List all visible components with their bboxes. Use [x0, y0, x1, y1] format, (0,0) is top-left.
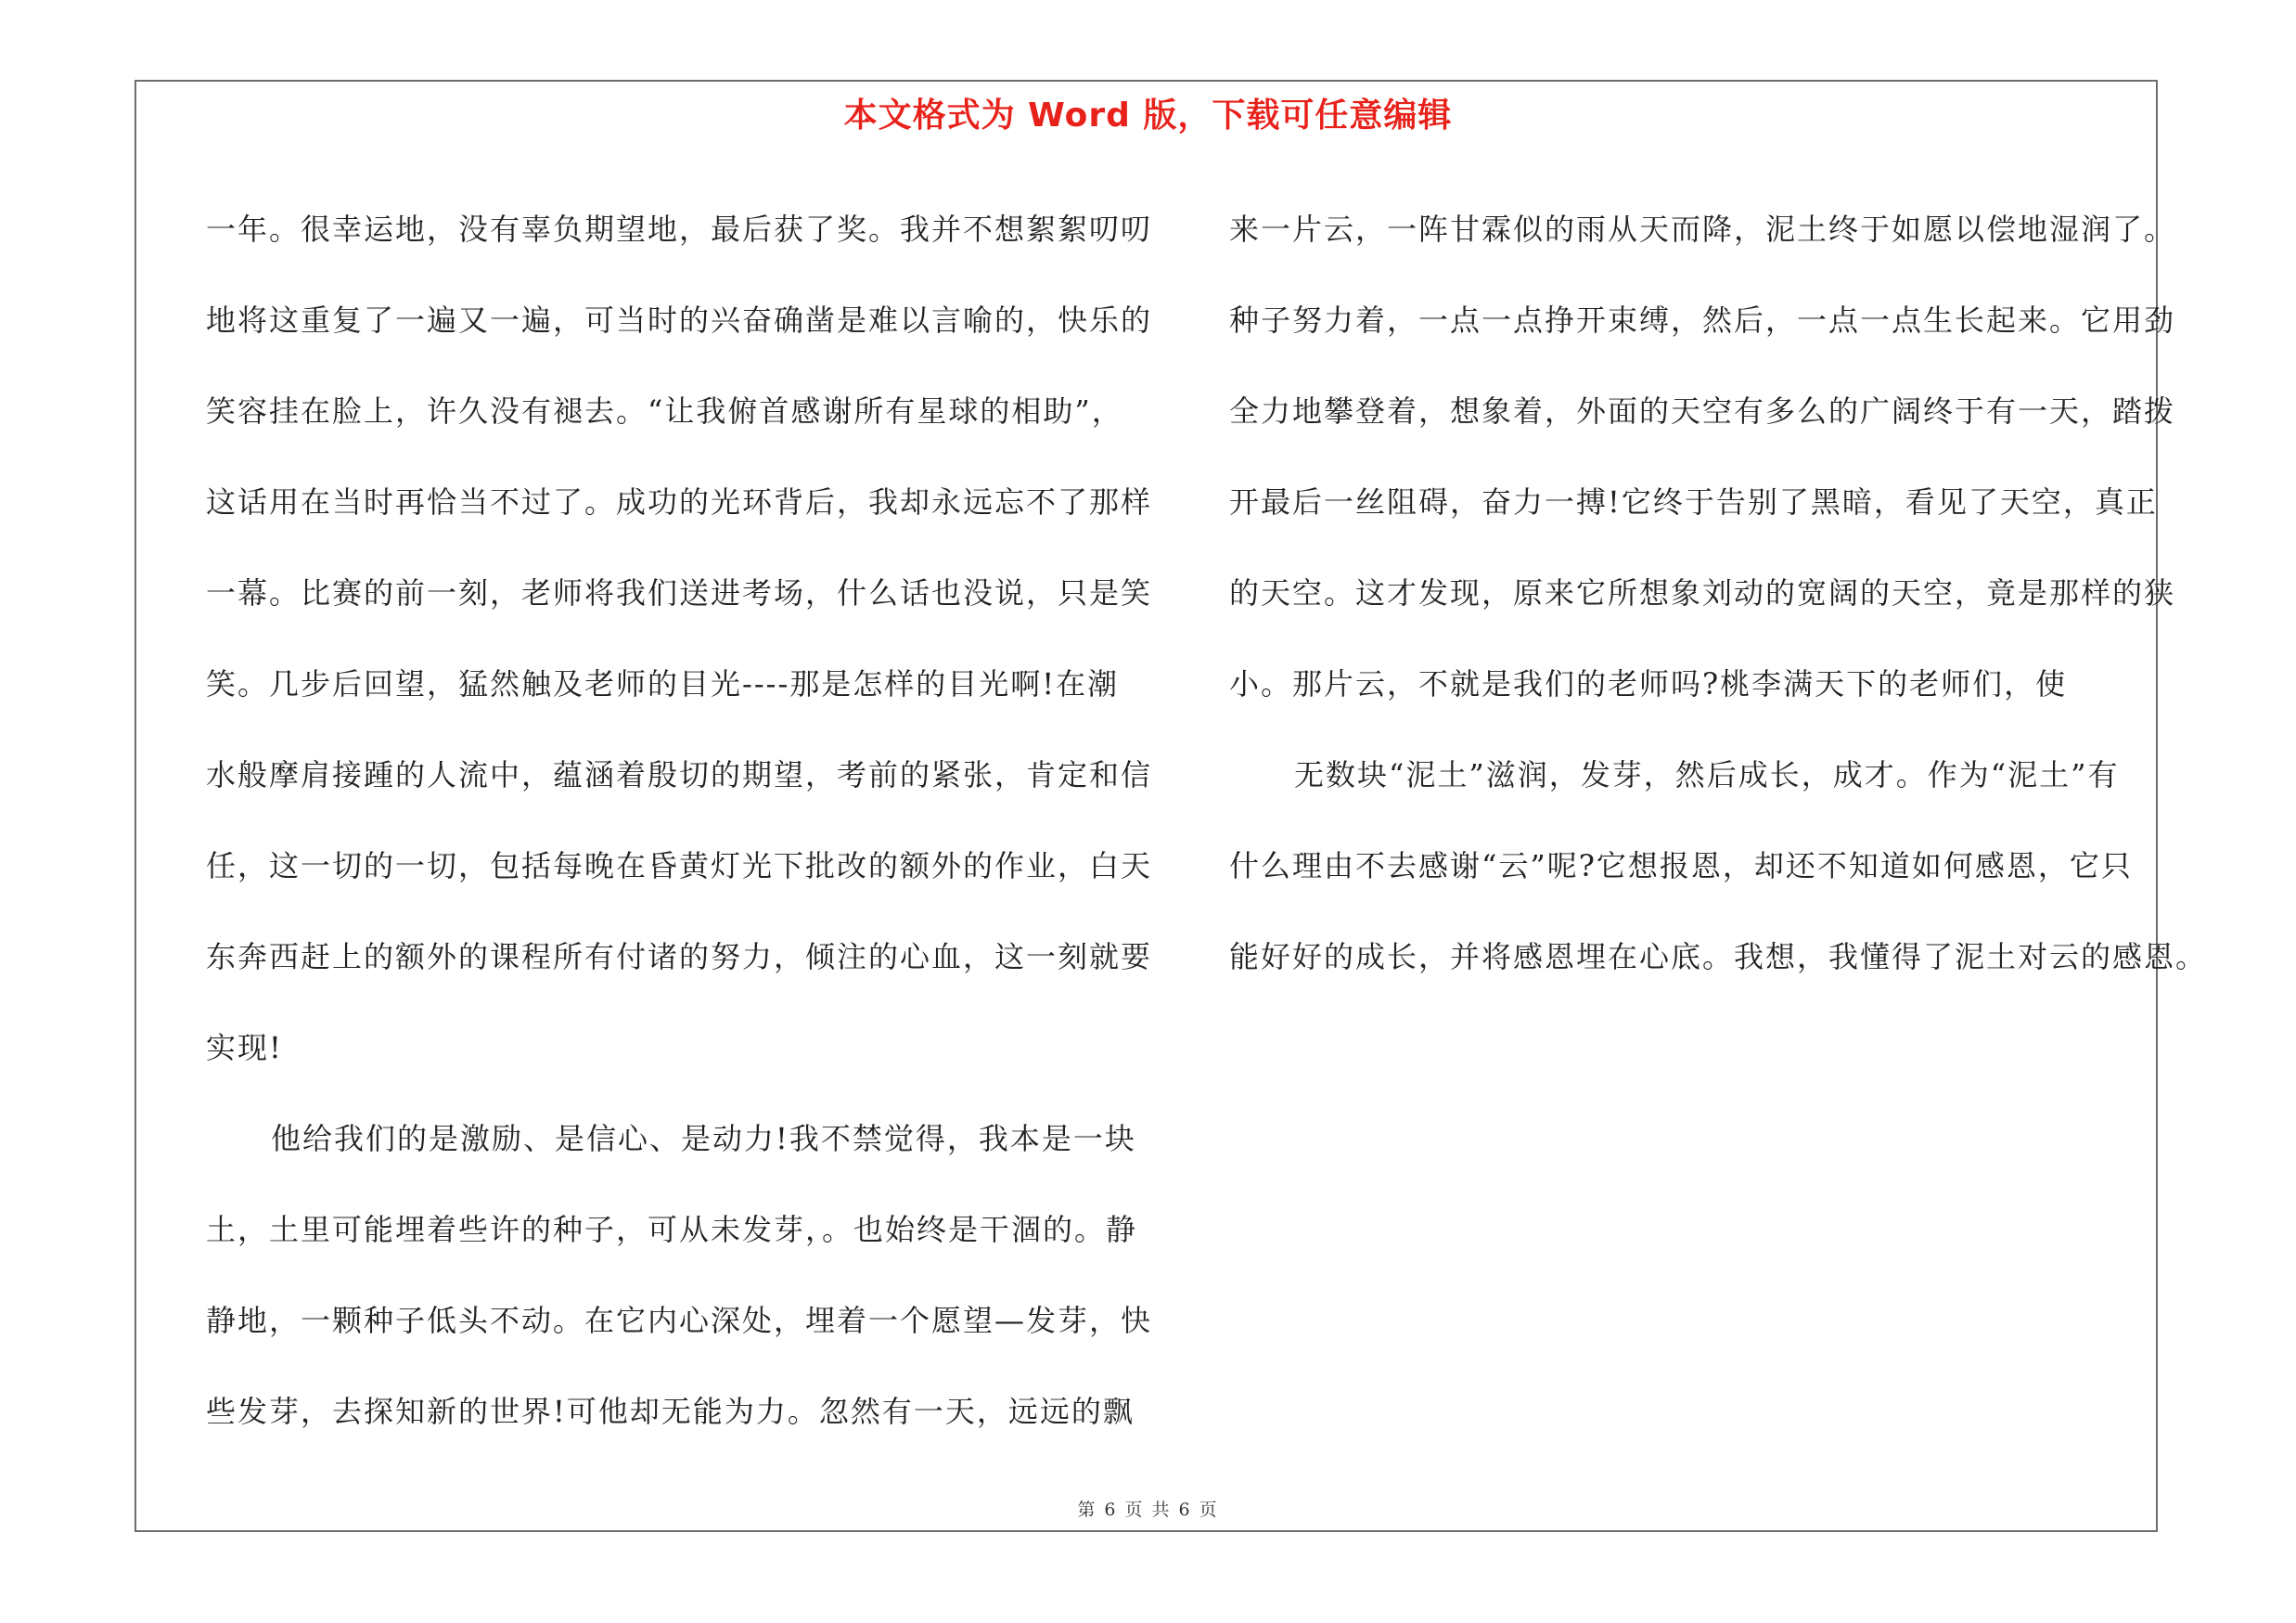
editable-notice-banner: 本文格式为 Word 版，下载可任意编辑	[843, 97, 1453, 135]
text-line: 全力地攀登着，想象着，外面的天空有多么的广阔终于有一天，踏拨	[1229, 393, 2176, 429]
text-line: 土，土里可能埋着些许的种子，可从未发芽，。也始终是干涸的。静	[206, 1212, 1138, 1247]
page-number-footer: 第 6 页 共 6 页	[1077, 1500, 1219, 1520]
text-line: 笑。几步后回望，猛然触及老师的目光----那是怎样的目光啊!在潮	[206, 666, 1120, 702]
text-line: 任，这一切的一切，包括每晚在昏黄灯光下批改的额外的作业，白天	[206, 848, 1153, 883]
text-line: 静地，一颗种子低头不动。在它内心深处，埋着一个愿望—发芽，快	[206, 1303, 1153, 1338]
text-line: 来一片云，一阵甘霖似的雨从天而降，泥土终于如愿以偿地湿润了。	[1229, 212, 2176, 247]
text-line: 水般摩肩接踵的人流中，蕴涵着殷切的期望，考前的紧张，肯定和信	[206, 757, 1153, 792]
text-line: 一年。很幸运地，没有辜负期望地，最后获了奖。我并不想絮絮叨叨	[206, 212, 1153, 247]
text-line: 一幕。比赛的前一刻，老师将我们送进考场，什么话也没说，只是笑	[206, 575, 1153, 611]
text-line: 的天空。这才发现，原来它所想象刘动的宽阔的天空，竟是那样的狭	[1229, 575, 2176, 611]
text-line: 笑容挂在脸上，许久没有褪去。“让我俯首感谢所有星球的相助”，	[206, 393, 1123, 429]
text-line: 小。那片云，不就是我们的老师吗?桃李满天下的老师们，使	[1229, 666, 2068, 702]
right-text-column	[1229, 184, 2208, 1002]
paragraph-start-line: 他给我们的是激励、是信心、是动力!我不禁觉得，我本是一块	[271, 1121, 1136, 1156]
left-text-column	[206, 184, 1153, 1457]
text-line: 实现!	[206, 1030, 283, 1065]
text-line: 种子努力着，一点一点挣开束缚，然后，一点一点生长起来。它用劲	[1229, 303, 2176, 338]
text-line: 能好好的成长，并将感恩埋在心底。我想，我懂得了泥土对云的感恩。	[1229, 939, 2208, 974]
text-line: 东奔西赶上的额外的课程所有付诸的努力，倾注的心血，这一刻就要	[206, 939, 1153, 974]
text-line: 什么理由不去感谢“云”呢?它想报恩，却还不知道如何感恩，它只	[1229, 848, 2133, 883]
text-line: 这话用在当时再恰当不过了。成功的光环背后，我却永远忘不了那样	[206, 484, 1153, 520]
text-line: 些发芽，去探知新的世界!可他却无能为力。忽然有一天，远远的飘	[206, 1394, 1135, 1429]
text-line: 开最后一丝阻碍，奋力一搏!它终于告别了黑暗，看见了天空，真正	[1229, 484, 2158, 520]
text-line: 地将这重复了一遍又一遍，可当时的兴奋确凿是难以言喻的，快乐的	[206, 303, 1153, 338]
paragraph-start-line: 无数块“泥土”滋润，发芽，然后成长，成才。作为“泥土”有	[1294, 757, 2120, 792]
